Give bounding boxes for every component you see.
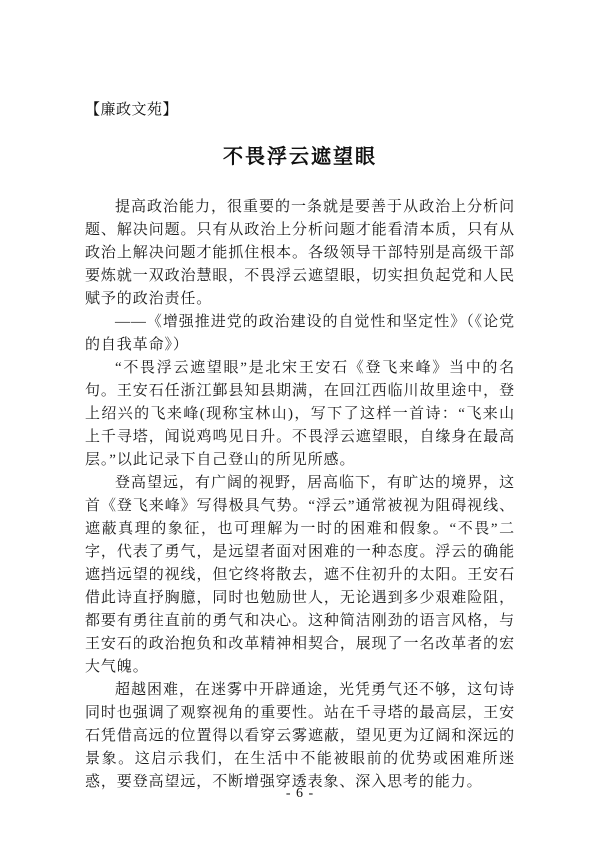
body-paragraph: “不畏浮云遮望眼”是北宋王安石《登飞来峰》当中的名句。王安石任浙江鄞县知县期满，在回江西临川故里途中，登上绍兴的飞来峰(现称宝林山)，写下了这样一首诗：“飞来山上千寻塔，闻说鸡鸣见日升。不畏浮云遮望眼，自缘身在最高层。”以此记录下自己登山的所见所感。 xyxy=(85,360,515,468)
body-paragraph: 提高政治能力，很重要的一条就是要善于从政治上分析问题、解决问题。只有从政治上分析问题才能看清本质，只有从政治上解决问题才能抓住根本。各级领导干部特别是高级干部要炼就一双政治慧眼，不畏浮云遮望眼，切实担负起党和人民赋予的政治责任。 xyxy=(85,199,515,307)
body-text xyxy=(85,196,515,794)
page-title: 不畏浮云遮望眼 xyxy=(223,146,377,168)
body-paragraph: 登高望远，有广阔的视野，居高临下，有旷达的境界，这首《登飞来峰》写得极具气势。“浮云”通常被视为阻碍视线、遮蔽真理的象征，也可理解为一时的困难和假象。“不畏”二字，代表了勇气，是远望者面对困难的一种态度。浮云的确能遮挡远望的视线，但它终将散去，遮不住初升的太阳。王安石借此诗直抒胸臆，同时也勉励世人，无论遇到多少艰难险阻，都要有勇往直前的勇气和决心。这种简洁刚劲的语言风格，与王安石的政治抱负和改革精神相契合，展现了一名改革者的宏大气魄。 xyxy=(85,475,515,675)
section-header: 【廉政文苑】 xyxy=(85,102,179,118)
page-number: - 6 - xyxy=(285,786,315,801)
page-content xyxy=(85,100,515,794)
attribution-paragraph: ——《增强推进党的政治建设的自觉性和坚定性》（《论党的自我革命》） xyxy=(85,314,515,353)
body-paragraph: 超越困难，在迷雾中开辟通途，光凭勇气还不够，这句诗同时也强调了观察视角的重要性。站在千寻塔的最高层，王安石凭借高远的位置得以看穿云雾遮蔽，望见更为辽阔和深远的景象。这启示我们，在生活中不能被眼前的优势或困难所迷惑，要登高望远，不断增强穿透表象、深入思考的能力。 xyxy=(85,682,515,790)
